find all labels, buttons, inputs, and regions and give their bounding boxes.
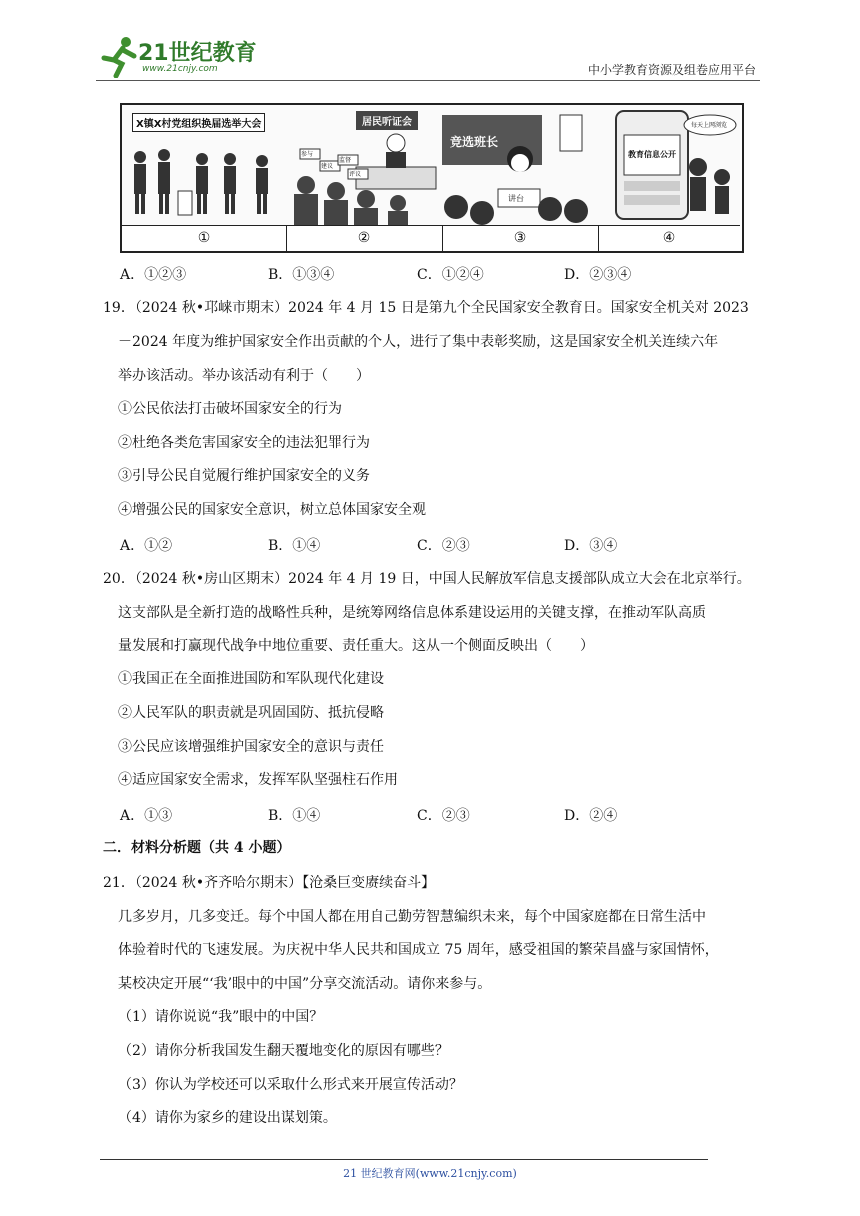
section-heading: 二．材料分析题（共 4 小题） xyxy=(103,840,291,856)
logo-url: www.21cnjy.com xyxy=(142,64,218,74)
q21-sub-question-3: （3）你认为学校还可以采取什么形式来开展宣传活动？ xyxy=(118,1077,463,1093)
q20-stem-line-1: 20．（2024 秋•房山区期末）2024 年 4 月 19 日，中国人民解放军信息支援部队成立大会在北京举行。 xyxy=(103,571,751,587)
panel-2-title: 居民听证会 xyxy=(356,111,418,130)
q20-item-3: ③公民应该增强维护国家安全的意识与责任 xyxy=(118,739,384,755)
q21-sub-question-1: （1）请你说说“我”眼中的中国？ xyxy=(118,1009,324,1025)
panel-3 xyxy=(442,105,599,251)
q20-option-c: C．②③ xyxy=(417,808,470,824)
panel-2-number: ② xyxy=(357,230,371,246)
panel-1-number: ① xyxy=(197,230,211,246)
logo-text: 21世纪教育 xyxy=(138,41,257,66)
panel-1-title: X镇X村党组织换届选举大会 xyxy=(132,113,265,132)
q18-option-c: C．①②④ xyxy=(417,267,484,283)
sign-2: 建议 xyxy=(321,163,334,170)
panel-2 xyxy=(286,105,443,251)
q21-sub-question-4: （4）请你为家乡的建设出谋划策。 xyxy=(118,1110,337,1126)
q20-stem-line-2: 这支部队是全新打造的战略性兵种，是统筹网络信息体系建设运用的关键支撑，在推动军队高质 xyxy=(118,605,706,621)
q21-paragraph-line-3: 某校决定开展“‘我’眼中的中国”分享交流活动。请你来参与。 xyxy=(118,976,492,992)
comic-figure xyxy=(120,103,744,253)
sign-1: 参与 xyxy=(301,151,314,158)
q19-option-a: A．①② xyxy=(120,538,173,554)
q19-stem-line-1: 19．（2024 秋•邛崃市期末）2024 年 4 月 15 日是第九个全民国家安全教育日。国家安全机关对 2023 xyxy=(103,300,749,316)
q19-option-d: D．③④ xyxy=(564,538,618,554)
q19-item-1: ①公民依法打击破坏国家安全的行为 xyxy=(118,401,342,417)
q20-item-4: ④适应国家安全需求，发挥军队坚强柱石作用 xyxy=(118,772,398,788)
election-scene-illustration xyxy=(122,105,286,225)
q19-stem-line-2: －2024 年度为维护国家安全作出贡献的个人，进行了集中表彰奖励，这是国家安全机关连续六年 xyxy=(118,334,719,350)
q20-item-2: ②人民军队的职责就是巩固国防、抵抗侵略 xyxy=(118,705,384,721)
footer-divider xyxy=(100,1159,708,1160)
q21-paragraph-line-2: 体验着时代的飞速发展。为庆祝中华人民共和国成立 75 周年，感受祖国的繁荣昌盛与家国情怀， xyxy=(118,942,719,958)
q19-item-2: ②杜绝各类危害国家安全的违法犯罪行为 xyxy=(118,435,370,451)
q19-stem-line-3: 举办该活动。举办该活动有利于（ ） xyxy=(118,368,370,384)
panel-4 xyxy=(598,105,740,251)
q20-item-1: ①我国正在全面推进国防和军队现代化建设 xyxy=(118,671,384,687)
desk-label: 讲台 xyxy=(508,194,524,203)
q20-option-d: D．②④ xyxy=(564,808,618,824)
q19-item-4: ④增强公民的国家安全意识，树立总体国家安全观 xyxy=(118,502,426,518)
q18-option-b: B．①③④ xyxy=(268,267,335,283)
q21-sub-question-2: （2）请你分析我国发生翻天覆地变化的原因有哪些？ xyxy=(118,1043,449,1059)
q21-paragraph-line-1: 几多岁月，几多变迁。每个中国人都在用自己勤劳智慧编织未来，每个中国家庭都在日常生活中 xyxy=(118,909,706,925)
panel-3-number: ③ xyxy=(513,230,527,246)
q18-option-a: A．①②③ xyxy=(120,267,187,283)
phone-bubble-text: 每天上网浏览 xyxy=(691,122,728,129)
panel-4-number: ④ xyxy=(662,230,676,246)
hearing-scene-illustration xyxy=(286,105,442,225)
panel-4-title: 教育信息公开 xyxy=(628,150,676,159)
q18-option-d: D．②③④ xyxy=(564,267,632,283)
q19-item-3: ③引导公民自觉履行维护国家安全的义务 xyxy=(118,468,370,484)
panel-1 xyxy=(122,105,287,251)
sign-4: 评议 xyxy=(349,171,362,178)
header-divider xyxy=(96,80,760,81)
q21-stem-line-1: 21．（2024 秋•齐齐哈尔期末）【沧桑巨变赓续奋斗】 xyxy=(103,875,436,891)
q20-option-a: A．①③ xyxy=(120,808,173,824)
q19-option-c: C．②③ xyxy=(417,538,470,554)
panel-3-title: 竞选班长 xyxy=(450,135,499,149)
sign-3: 监督 xyxy=(339,157,352,164)
platform-name: 中小学教育资源及组卷应用平台 xyxy=(587,63,756,77)
class-election-illustration xyxy=(442,105,598,225)
footer-text[interactable]: 21 世纪教育网(www.21cnjy.com) xyxy=(343,1167,517,1180)
runner-logo-icon xyxy=(96,34,142,78)
q20-option-b: B．①④ xyxy=(268,808,321,824)
q20-stem-line-3: 量发展和打赢现代战争中地位重要、责任重大。这从一个侧面反映出（ ） xyxy=(118,638,594,654)
q19-option-b: B．①④ xyxy=(268,538,321,554)
